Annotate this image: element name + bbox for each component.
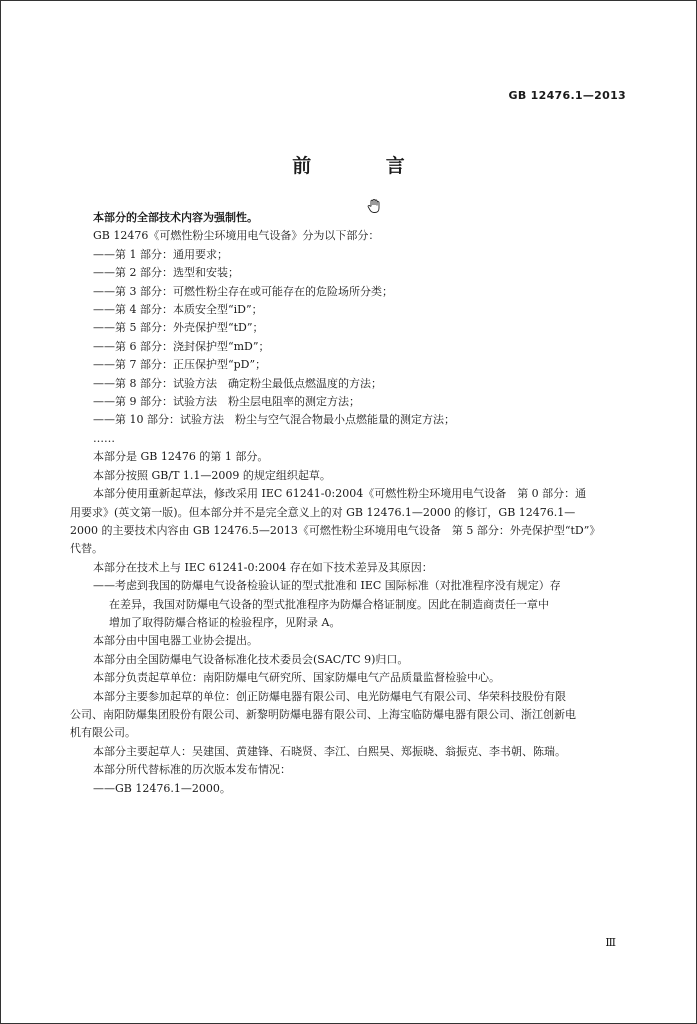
participants-line-2: 公司、南阳防爆集团股份有限公司、新黎明防爆电器有限公司、上海宝临防爆电器有限公司、浙江创新电 bbox=[70, 707, 576, 721]
adoption-line-1: 本部分使用重新起草法，修改采用 IEC 61241-0:2004《可燃性粉尘环境用电气设备 第 0 部分：通 bbox=[93, 487, 587, 501]
page-title: 前 言 bbox=[292, 155, 439, 177]
history-intro: 本部分所代替标准的历次版本发布情况： bbox=[93, 763, 291, 777]
adoption-line-2: 用要求》(英文第一版)。但本部分并不是完全意义上的对 GB 12476.1—2000 的修订，GB 12476.1— bbox=[70, 505, 576, 519]
participants-line-1: 本部分主要参加起草的单位：创正防爆电器有限公司、电光防爆电气有限公司、华荣科技股份有限 bbox=[93, 689, 566, 703]
list-item: ——第 5 部分：外壳保护型“tD”； bbox=[93, 321, 264, 335]
differences-intro: 本部分在技术上与 IEC 61241-0:2004 存在如下技术差异及其原因： bbox=[93, 560, 433, 574]
standard-code: GB 12476.1—2013 bbox=[508, 89, 626, 102]
history-item: ——GB 12476.1—2000。 bbox=[93, 781, 231, 795]
difference-line-3: 增加了取得防爆合格证的检验程序，见附录 A。 bbox=[109, 615, 341, 629]
parts-list bbox=[93, 246, 631, 448]
page-number: Ⅲ bbox=[605, 936, 616, 949]
adoption-line-4: 代替。 bbox=[70, 542, 103, 556]
difference-line-1: ——考虑到我国的防爆电气设备检验认证的型式批准和 IEC 国际标准（对批准程序没有规定）存 bbox=[93, 579, 561, 593]
difference-line-2: 在差异，我国对防爆电气设备的型式批准程序为防爆合格证制度。因此在制造商责任一章中 bbox=[109, 597, 549, 611]
drafting-rules: 本部分按照 GB/T 1.1—2009 的规定组织起草。 bbox=[93, 468, 331, 482]
preface-body bbox=[70, 209, 631, 798]
list-item: ——第 1 部分：通用要求； bbox=[93, 247, 228, 261]
list-item: ——第 10 部分：试验方法 粉尘与空气混合物最小点燃能量的测定方法； bbox=[93, 413, 455, 427]
part-statement: 本部分是 GB 12476 的第 1 部分。 bbox=[93, 450, 269, 464]
drafting-unit: 本部分负责起草单位：南阳防爆电气研究所、国家防爆电气产品质量监督检验中心。 bbox=[93, 671, 500, 685]
list-item: ——第 7 部分：正压保护型“pD”； bbox=[93, 358, 267, 372]
list-item: …… bbox=[93, 431, 115, 445]
list-item: ——第 2 部分：选型和安装； bbox=[93, 266, 239, 280]
list-item: ——第 9 部分：试验方法 粉尘层电阻率的测定方法； bbox=[93, 395, 360, 409]
parts-intro: GB 12476《可燃性粉尘环境用电气设备》分为以下部分： bbox=[93, 229, 380, 243]
list-item: ——第 3 部分：可燃性粉尘存在或可能存在的危险场所分类； bbox=[93, 284, 393, 298]
mandatory-statement: 本部分的全部技术内容为强制性。 bbox=[93, 211, 258, 224]
committee: 本部分由全国防爆电气设备标准化技术委员会(SAC/TC 9)归口。 bbox=[93, 652, 409, 666]
adoption-line-3: 2000 的主要技术内容由 GB 12476.5—2013《可燃性粉尘环境用电气设备 第 5 部分：外壳保护型“tD”》 bbox=[70, 523, 601, 537]
list-item: ——第 6 部分：浇封保护型“mD”； bbox=[93, 339, 270, 353]
proposer: 本部分由中国电器工业协会提出。 bbox=[93, 634, 258, 648]
drafters: 本部分主要起草人：吴建国、黄建锋、石晓贤、李江、白熙昊、郑振晓、翁振克、李书朝、陈瑞。 bbox=[93, 744, 566, 758]
participants-line-3: 机有限公司。 bbox=[70, 726, 136, 740]
list-item: ——第 8 部分：试验方法 确定粉尘最低点燃温度的方法； bbox=[93, 376, 382, 390]
list-item: ——第 4 部分：本质安全型“iD”； bbox=[93, 303, 263, 317]
